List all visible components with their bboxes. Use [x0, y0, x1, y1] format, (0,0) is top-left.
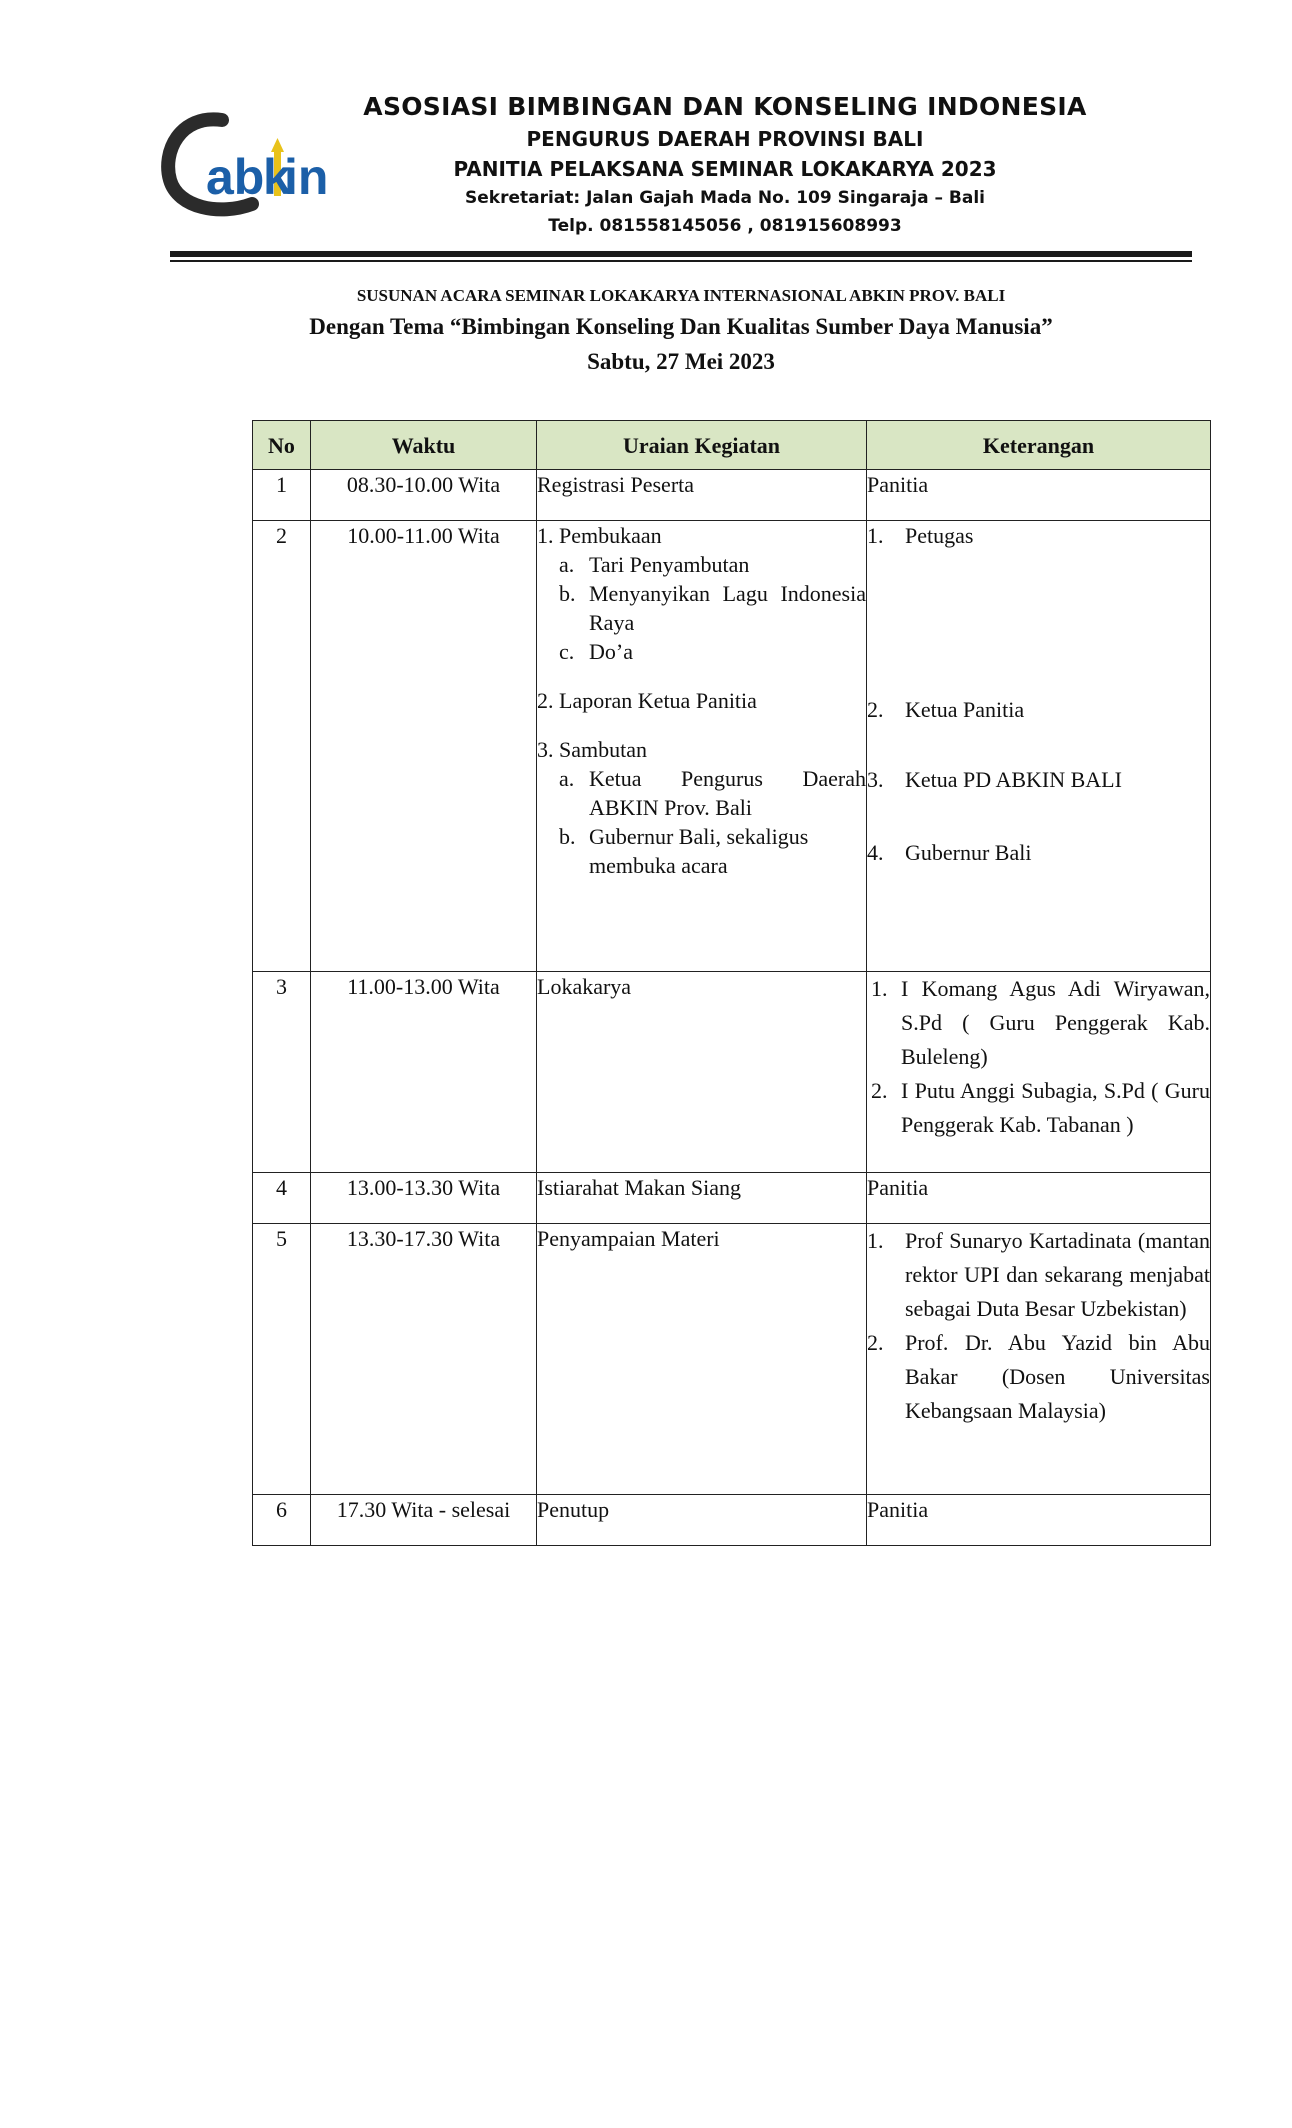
cell-uraian: Istiarahat Makan Siang [537, 1173, 867, 1224]
agenda-subitem [537, 579, 866, 637]
cell-no: 5 [253, 1224, 311, 1495]
note-item [867, 695, 1210, 724]
note-text: Ketua PD ABKIN BALI [905, 767, 1122, 792]
schedule-table [252, 420, 1211, 1546]
subitem-label: c. [559, 639, 575, 664]
phone-numbers: Telp. 081558145056 , 081915608993 [548, 216, 902, 236]
note-label: 2. [867, 1330, 884, 1355]
table-row [253, 521, 1211, 972]
cell-uraian: Registrasi Peserta [537, 470, 867, 521]
note-label: 1. [871, 976, 888, 1001]
cell-no: 1 [253, 470, 311, 521]
cell-no: 3 [253, 972, 311, 1173]
note-text: I Putu Anggi Subagia, S.Pd ( Guru Penggerak Kab. Tabanan ) [901, 1078, 1210, 1137]
schedule-title: SUSUNAN ACARA SEMINAR LOKAKARYA INTERNASIONAL ABKIN PROV. BALI [356, 286, 1006, 305]
note-item [867, 1224, 1210, 1326]
letterhead [340, 90, 1110, 240]
note-item [867, 1074, 1210, 1142]
cell-keterangan [867, 1224, 1211, 1495]
cell-no: 2 [253, 521, 311, 972]
cell-waktu: 13.30-17.30 Wita [311, 1224, 537, 1495]
cell-waktu: 10.00-11.00 Wita [311, 521, 537, 972]
subitem-label: b. [559, 581, 576, 606]
header-uraian: Uraian Kegiatan [537, 421, 867, 470]
table-row [253, 1173, 1211, 1224]
note-label: 1. [867, 1228, 884, 1253]
note-item [867, 972, 1210, 1074]
event-date: Sabtu, 27 Mei 2023 [587, 349, 775, 374]
agenda-group-heading: 3. Sambutan [537, 737, 647, 762]
subitem-label: a. [559, 552, 575, 577]
committee-name: PANITIA PELAKSANA SEMINAR LOKAKARYA 2023 [453, 157, 997, 181]
cell-waktu: 17.30 Wita - selesai [311, 1495, 537, 1546]
svg-text:in: in [284, 149, 329, 205]
agenda-group-heading: 2. Laporan Ketua Panitia [537, 688, 757, 713]
note-label: 4. [867, 840, 884, 865]
subitem-text: Tari Penyambutan [589, 552, 750, 577]
cell-uraian: Penutup [537, 1495, 867, 1546]
note-item [867, 838, 1210, 867]
cell-keterangan: Panitia [867, 1173, 1211, 1224]
note-label: 2. [871, 1078, 888, 1103]
agenda-subitem [537, 637, 866, 666]
subitem-text: Menyanyikan Lagu Indonesia Raya [589, 581, 866, 635]
note-item [867, 521, 1210, 550]
note-text: Prof Sunaryo Kartadinata (mantan rektor UPI dan sekarang menjabat sebagai Duta Besar Uzbekistan) [905, 1228, 1210, 1321]
note-text: Prof. Dr. Abu Yazid bin Abu Bakar (Dosen Universitas Kebangsaan Malaysia) [905, 1330, 1210, 1423]
abkin-logo [160, 112, 340, 222]
letterhead-rule-thin [170, 260, 1192, 262]
theme-title: Dengan Tema “Bimbingan Konseling Dan Kualitas Sumber Daya Manusia” [309, 314, 1053, 339]
agenda-subitem [537, 550, 866, 579]
cell-uraian: Penyampaian Materi [537, 1224, 867, 1495]
header-waktu: Waktu [311, 421, 537, 470]
letterhead-rule-thick [170, 251, 1192, 257]
header-keterangan: Keterangan [867, 421, 1211, 470]
svg-text:ab: ab [206, 149, 265, 205]
note-text: Gubernur Bali [905, 840, 1032, 865]
cell-keterangan: Panitia [867, 470, 1211, 521]
note-text: I Komang Agus Adi Wiryawan, S.Pd ( Guru Penggerak Kab. Buleleng) [901, 976, 1210, 1069]
cell-uraian [537, 521, 867, 972]
subitem-text: Gubernur Bali, sekaligus membuka acara [589, 824, 809, 878]
org-name: ASOSIASI BIMBINGAN DAN KONSELING INDONESIA [363, 92, 1087, 121]
table-header-row [253, 421, 1211, 470]
cell-waktu: 08.30-10.00 Wita [311, 470, 537, 521]
note-text: Ketua Panitia [905, 697, 1025, 722]
agenda-subitem [537, 822, 866, 880]
cell-keterangan [867, 521, 1211, 972]
note-label: 2. [867, 697, 884, 722]
table-row [253, 972, 1211, 1173]
cell-waktu: 11.00-13.00 Wita [311, 972, 537, 1173]
secretariat-address: Sekretariat: Jalan Gajah Mada No. 109 Singaraja – Bali [464, 188, 985, 208]
note-text: Petugas [905, 523, 974, 548]
cell-waktu: 13.00-13.30 Wita [311, 1173, 537, 1224]
agenda-subitem [537, 764, 866, 822]
table-row [253, 1224, 1211, 1495]
cell-uraian: Lokakarya [537, 972, 867, 1173]
subitem-text: Ketua Pengurus Daerah ABKIN Prov. Bali [589, 766, 866, 820]
cell-no: 4 [253, 1173, 311, 1224]
subitem-text: Do’a [589, 639, 633, 664]
cell-no: 6 [253, 1495, 311, 1546]
note-label: 3. [867, 767, 884, 792]
org-branch: PENGURUS DAERAH PROVINSI BALI [526, 127, 924, 151]
note-item [867, 765, 1210, 794]
note-label: 1. [867, 523, 884, 548]
subitem-label: b. [559, 824, 576, 849]
subitem-label: a. [559, 766, 575, 791]
logo-letter-k: k [263, 149, 291, 205]
cell-keterangan: Panitia [867, 1495, 1211, 1546]
table-row [253, 470, 1211, 521]
header-no: No [253, 421, 311, 470]
table-row [253, 1495, 1211, 1546]
note-item [867, 1326, 1210, 1428]
document-titles [170, 282, 1192, 380]
agenda-group-heading: 1. Pembukaan [537, 523, 662, 548]
cell-keterangan [867, 972, 1211, 1173]
